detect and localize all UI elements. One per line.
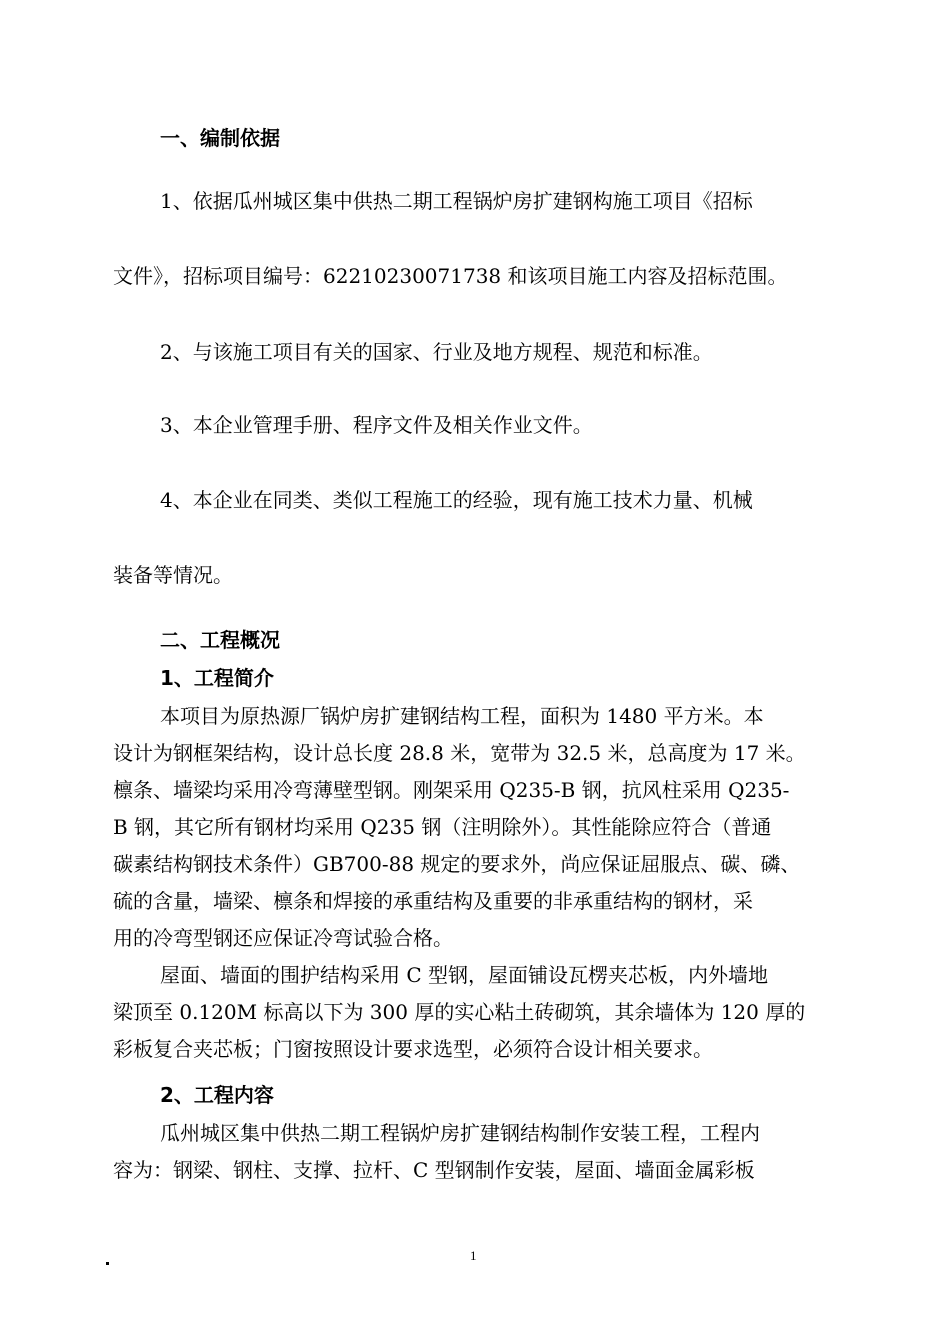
intro-para-1-line-5: 碳素结构钢技术条件）GB700-88 规定的要求外，尚应保证屈服点、碳、磷、 (113, 852, 801, 876)
basis-item-2: 2、与该施工项目有关的国家、行业及地方规程、规范和标准。 (160, 340, 713, 364)
basis-item-4-line-1: 4、本企业在同类、类似工程施工的经验，现有施工技术力量、机械 (160, 488, 753, 512)
intro-para-2-line-1: 屋面、墙面的围护结构采用 C 型钢，屋面铺设瓦楞夹芯板，内外墙地 (160, 963, 769, 987)
basis-item-4-line-2: 装备等情况。 (113, 563, 233, 587)
section-heading-basis: 一、编制依据 (160, 126, 280, 150)
section-heading-overview: 二、工程概况 (160, 628, 280, 652)
intro-para-1-line-6: 硫的含量，墙梁、檩条和焊接的承重结构及重要的非承重结构的钢材，采 (113, 889, 753, 913)
intro-para-1-line-1: 本项目为原热源厂锅炉房扩建钢结构工程，面积为 1480 平方米。本 (160, 704, 764, 728)
basis-item-3: 3、本企业管理手册、程序文件及相关作业文件。 (160, 413, 593, 437)
basis-item-1-line-1: 1、依据瓜州城区集中供热二期工程锅炉房扩建钢构施工项目《招标 (160, 189, 753, 213)
intro-para-2-line-3: 彩板复合夹芯板；门窗按照设计要求选型，必须符合设计相关要求。 (113, 1037, 713, 1061)
content-para-1-line-2: 容为：钢梁、钢柱、支撑、拉杆、C 型钢制作安装，屋面、墙面金属彩板 (113, 1158, 755, 1182)
intro-para-1-line-7: 用的冷弯型钢还应保证冷弯试验合格。 (113, 926, 453, 950)
basis-item-1-line-2: 文件》，招标项目编号：62210230071738 和该项目施工内容及招标范围。 (113, 264, 788, 288)
subsection-heading-intro: 1、工程简介 (160, 666, 274, 690)
content-para-1-line-1: 瓜州城区集中供热二期工程锅炉房扩建钢结构制作安装工程，工程内 (160, 1121, 760, 1145)
intro-para-2-line-2: 梁顶至 0.120M 标高以下为 300 厚的实心粘土砖砌筑，其余墙体为 120 厚的 (113, 1000, 806, 1024)
intro-para-1-line-2: 设计为钢框架结构，设计总长度 28.8 米，宽带为 32.5 米，总高度为 17 米。 (113, 741, 806, 765)
page-number: 1 (470, 1248, 477, 1263)
subsection-heading-content: 2、工程内容 (160, 1083, 274, 1107)
intro-para-1-line-3: 檩条、墙梁均采用冷弯薄壁型钢。刚架采用 Q235-B 钢，抗风柱采用 Q235- (113, 778, 790, 802)
intro-para-1-line-4: B 钢，其它所有钢材均采用 Q235 钢（注明除外）。其性能除应符合（普通 (113, 815, 772, 839)
footer-dot (106, 1262, 109, 1265)
